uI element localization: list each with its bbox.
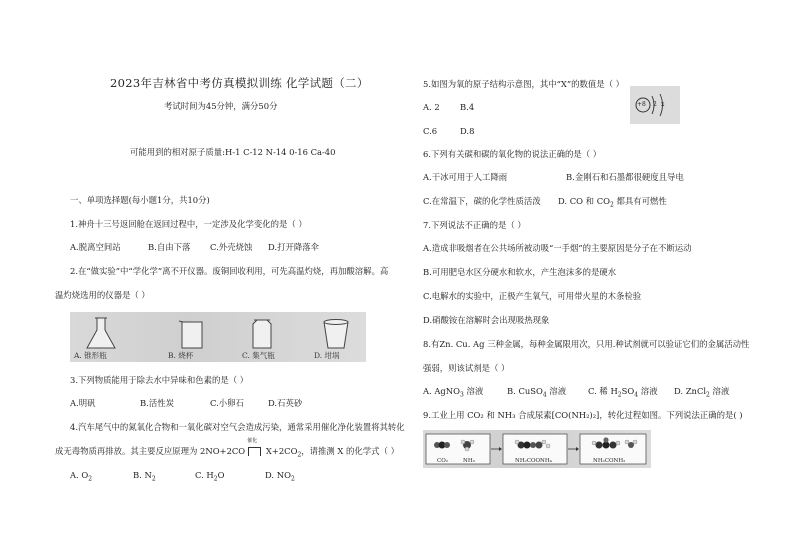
exam-time-score: 考试时间为45分钟，满分50分: [164, 101, 278, 111]
q9-label-intermediate: NH₂COONH₄: [515, 458, 552, 464]
q9-label-co2: CO₂: [437, 458, 448, 464]
q7-option-b: B.可用肥皂水区分硬水和软水，产生泡沫多的是硬水: [423, 267, 617, 277]
q8-opt-b-pre: B. CuSO: [507, 386, 543, 396]
q5-stem: 5.如图为氧的原子结构示意图，其中“X”的数值是（ ）: [423, 79, 625, 89]
q9-label-nh3: NH₃: [463, 458, 475, 464]
q4-option-c: [195, 470, 224, 483]
q5-option-b: B.4: [460, 102, 475, 112]
q6-stem: 6.下列有关碳和碳的氧化物的说法正确的是（ ）: [423, 149, 602, 159]
beaker-icon: [179, 321, 202, 348]
q8-option-b: [507, 386, 566, 399]
q4-equation-right: X+2CO: [263, 446, 298, 456]
q6-option-a: A.干冰可用于人工降雨: [423, 172, 508, 182]
q5-option-d: D.8: [460, 126, 475, 136]
q4-catalyst-label: 催化: [247, 437, 258, 444]
q1-option-c: C.外壳烧蚀: [210, 242, 253, 252]
q8-opt-d-pre: D. ZnCl: [674, 386, 707, 396]
q6-option-c: C.在常温下，碳的化学性质活泼: [423, 196, 541, 206]
q4-opt-c-text: C. H: [195, 470, 214, 480]
q4-opt-d-text: D. NO: [265, 470, 291, 480]
q2-stem-line2: 温灼烧选用的仪器是（ ）: [55, 290, 150, 300]
q8-opt-b-sub: 4: [542, 391, 547, 399]
q3-option-b: B.活性炭: [140, 398, 174, 408]
q2-label-d: D. 坩埚: [314, 351, 340, 360]
q3-option-a: A.明矾: [70, 398, 96, 408]
q8-opt-c-sub: 2: [617, 391, 622, 399]
q4-equation-end: ，请推测 X 的化学式（ ）: [301, 446, 399, 456]
q8-stem-line1: 8.有Zn. Cu. Ag 三种金属，每种金属限用次，只用.种试剂就可以验证它们的金属活动性: [423, 339, 750, 349]
q5-shell2-label: x: [661, 101, 665, 108]
q9-process-diagram: [423, 430, 651, 468]
q6-option-d: [558, 196, 667, 209]
q8-opt-d-sub: 2: [706, 391, 710, 399]
q5-option-a: A. 2: [423, 102, 440, 112]
q8-opt-a-pre: A. AgNO: [423, 386, 460, 396]
q5-nucleus-label: +8: [637, 101, 646, 108]
q6-option-b: B.金刚石和石墨都很硬度且导电: [566, 172, 684, 182]
q4-co2-subscript: 2: [297, 451, 302, 459]
q2-label-c: C. 集气瓶: [242, 351, 275, 360]
q2-label-b: B. 烧杯: [168, 351, 194, 360]
q2-instruments-image: [70, 312, 366, 362]
q8-option-d: [674, 386, 729, 399]
q4-stem-line1: 4.汽车尾气中的氮氧化合物和一氧化碳对空气会造成污染，通常采用催化净化装置将其转化: [70, 422, 405, 432]
q4-option-a: [70, 470, 92, 483]
q9-stem: 9.工业上用 CO₂ 和 NH₃ 合成尿素[CO(NH₂)₂]，转化过程如图。下列说法正确的是( ): [423, 410, 743, 420]
q5-atom-structure-diagram: [630, 86, 680, 124]
q7-option-a: A.造成非吸烟者在公共场所被动吸“一手烟”的主要原因是分子在不断运动: [423, 243, 692, 253]
q8-option-c: [588, 386, 657, 399]
q3-option-d: D.石英砂: [268, 398, 303, 408]
crucible-icon: [324, 320, 348, 349]
atomic-masses: 可能用到的相对原子质量:H-1 C-12 N-14 0-16 Ca-40: [130, 147, 336, 157]
q7-option-c: C.电解水的实验中，正极产生氧气，可用带火星的木条检验: [423, 291, 642, 301]
q4-equation-left: 成无毒物质再排放。其主要反应原理为 2NO+2CO: [55, 446, 246, 456]
exam-title: 2023年吉林省中考仿真模拟训练 化学试题（二）: [110, 76, 369, 90]
section-heading: 一、单项选择题(每小题1分，共10分): [70, 195, 210, 205]
q1-option-d: D.打开降落伞: [268, 242, 319, 252]
q3-stem: 3.下列物质能用于除去水中异味和色素的是（ ）: [70, 375, 249, 385]
gas-collecting-bottle-icon: [253, 320, 271, 348]
q4-option-b: [133, 470, 156, 483]
conical-flask-icon: [87, 318, 115, 348]
q5-shell1-label: 2: [653, 101, 657, 108]
q8-opt-c-mid: SO: [621, 386, 635, 396]
q8-stem-line2: 强弱，则该试剂是（ ）: [423, 363, 510, 373]
q8-opt-c-sub2: 4: [634, 391, 639, 399]
q4-opt-d-sub: 2: [290, 475, 295, 483]
q8-option-a: [423, 386, 483, 399]
q8-opt-a-post: 溶液: [463, 386, 484, 396]
q3-option-c: C.小卵石: [210, 398, 244, 408]
q1-option-a: A.脱离空间站: [70, 242, 121, 252]
q1-stem: 1.神舟十三号返回舱在返回过程中，一定涉及化学变化的是（ ）: [70, 219, 307, 229]
q4-opt-a-text: A. O: [70, 470, 89, 480]
q4-opt-b-sub: 2: [151, 475, 156, 483]
q1-option-b: B.自由下落: [148, 242, 191, 252]
q4-option-d: [265, 470, 295, 483]
q7-stem: 7.下列说法不正确的是（ ）: [423, 220, 526, 230]
q2-stem-line1: 2.在“做实验”中“学化学”离不开仪器。废铜回收利用，可先高温灼烧，再加酸溶解。高: [70, 266, 389, 276]
q4-opt-c-sub: 2: [213, 475, 218, 483]
q4-opt-a-sub: 2: [88, 475, 93, 483]
q6-opt-d-sub: 2: [610, 201, 614, 209]
q6-opt-d-pre: D. CO 和 CO: [558, 196, 610, 206]
q2-label-a: A. 锥形瓶: [74, 351, 107, 360]
q8-opt-c-pre: C. 稀 H: [588, 386, 618, 396]
q8-opt-c-post: 溶液: [638, 386, 658, 396]
q6-opt-d-post: 都具有可燃性: [613, 196, 667, 206]
q5-option-c: C.6: [423, 126, 438, 136]
q4-opt-c-tail: O: [217, 470, 225, 480]
q4-catalyst-arrow: [245, 437, 263, 457]
q9-label-urea: NH₂CONH₂: [593, 458, 626, 464]
q8-opt-d-post: 溶液: [709, 386, 730, 396]
q4-stem-line2: [55, 437, 399, 459]
q8-opt-a-sub: 3: [459, 391, 464, 399]
q4-opt-b-text: B. N: [133, 470, 152, 480]
q8-opt-b-post: 溶液: [546, 386, 567, 396]
q7-option-d: D.硝酸铵在溶解时会出现吸热现象: [423, 315, 550, 325]
